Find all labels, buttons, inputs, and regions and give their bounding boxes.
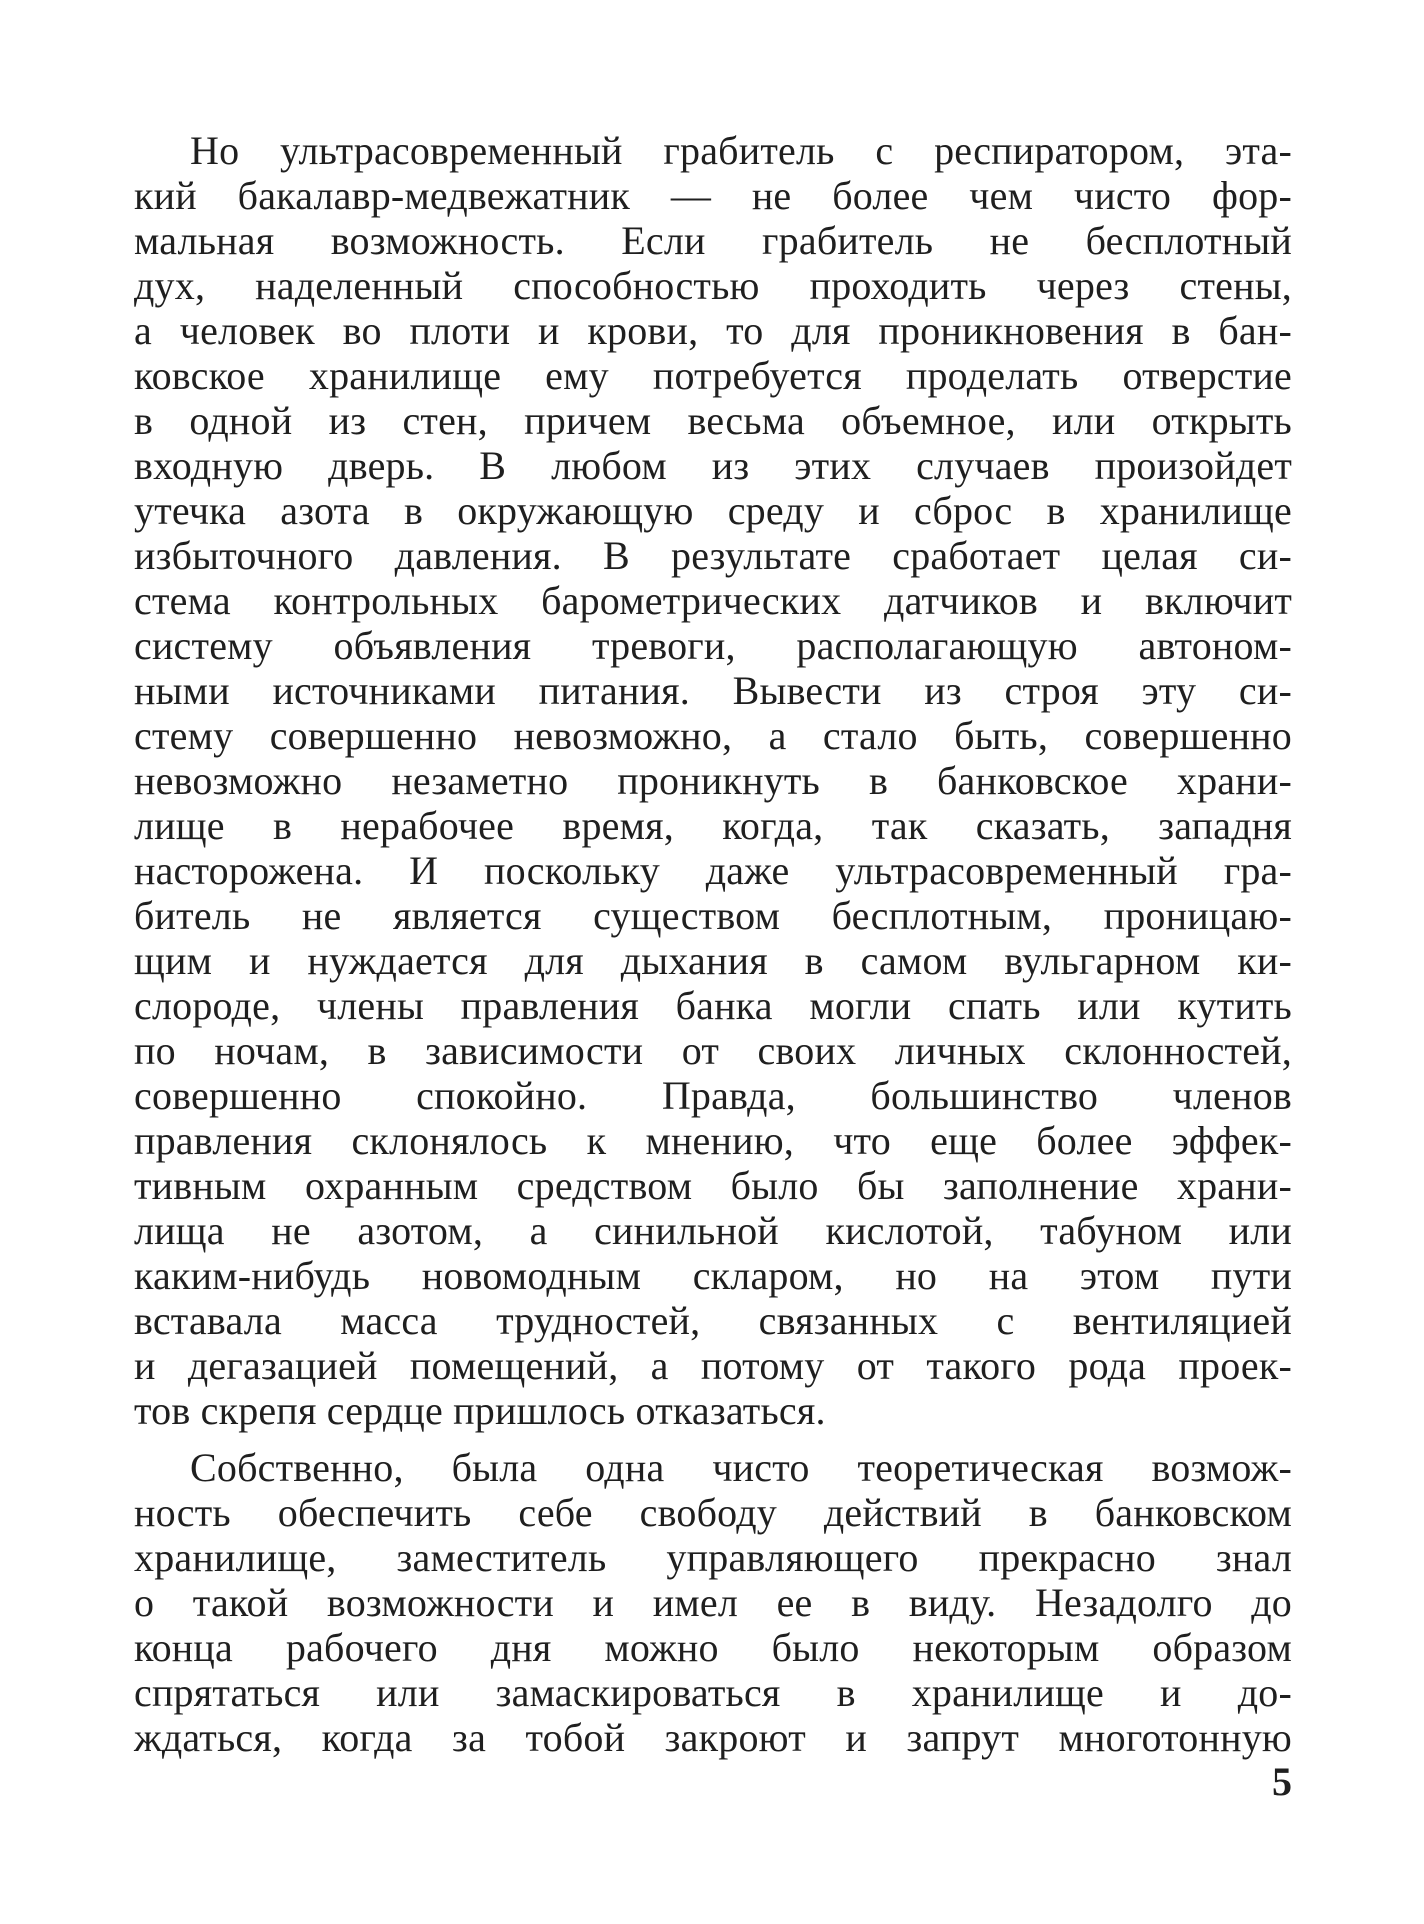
text-line: правления склонялось к мнению, что еще более эффек- — [134, 1118, 1292, 1163]
text-line: битель не является существом бесплотным, проницаю- — [134, 893, 1292, 938]
page-number: 5 — [1272, 1759, 1292, 1804]
text-line: входную дверь. В любом из этих случаев произойдет — [134, 443, 1292, 488]
text-line: стему совершенно невозможно, а стало быть, совершенно — [134, 713, 1292, 758]
text-line: щим и нуждается для дыхания в самом вульгарном ки- — [134, 938, 1292, 983]
text-line: утечка азота в окружающую среду и сброс в хранилище — [134, 488, 1292, 533]
text-line: слороде, члены правления банка могли спать или кутить — [134, 983, 1292, 1028]
text-line: совершенно спокойно. Правда, большинство членов — [134, 1073, 1292, 1118]
text-line: ждаться, когда за тобой закроют и запрут многотонную — [134, 1715, 1292, 1760]
text-line: невозможно незаметно проникнуть в банковское храни- — [134, 758, 1292, 803]
text-line: кий бакалавр-медвежатник — не более чем чисто фор- — [134, 173, 1292, 218]
text-line: Собственно, была одна чисто теоретическая возмож- — [190, 1445, 1292, 1490]
text-line: вставала масса трудностей, связанных с вентиляцией — [134, 1298, 1292, 1343]
text-line: стема контрольных барометрических датчиков и включит — [134, 578, 1292, 623]
text-line: тивным охранным средством было бы заполнение храни- — [134, 1163, 1292, 1208]
text-line: лища не азотом, а синильной кислотой, табуном или — [134, 1208, 1292, 1253]
text-line: мальная возможность. Если грабитель не бесплотный — [134, 218, 1292, 263]
text-line: в одной из стен, причем весьма объемное, или открыть — [134, 398, 1292, 443]
paragraph-2 — [134, 1445, 1292, 1760]
text-line: каким-нибудь новомодным скларом, но на этом пути — [134, 1253, 1292, 1298]
text-line: спрятаться или замаскироваться в хранилище и до- — [134, 1670, 1292, 1715]
text-line: избыточного давления. В результате сработает целая си- — [134, 533, 1292, 578]
paragraph-gap — [134, 1433, 1292, 1445]
text-line: о такой возможности и имел ее в виду. Незадолго до — [134, 1580, 1292, 1625]
text-line: а человек во плоти и крови, то для проникновения в бан- — [134, 308, 1292, 353]
text-line: дух, наделенный способностью проходить через стены, — [134, 263, 1292, 308]
text-line: и дегазацией помещений, а потому от такого рода проек- — [134, 1343, 1292, 1388]
text-line: Но ультрасовременный грабитель с респиратором, эта- — [190, 128, 1292, 173]
text-line: ными источниками питания. Вывести из строя эту си- — [134, 668, 1292, 713]
text-line: конца рабочего дня можно было некоторым образом — [134, 1625, 1292, 1670]
text-line: насторожена. И поскольку даже ультрасовременный гра- — [134, 848, 1292, 893]
text-line: лище в нерабочее время, когда, так сказать, западня — [134, 803, 1292, 848]
text-line: систему объявления тревоги, располагающую автоном- — [134, 623, 1292, 668]
text-line: ковское хранилище ему потребуется проделать отверстие — [134, 353, 1292, 398]
paragraph-1 — [134, 128, 1292, 1433]
text-line: ность обеспечить себе свободу действий в банковском — [134, 1490, 1292, 1535]
text-line: тов скрепя сердце пришлось отказаться. — [134, 1388, 826, 1433]
text-line: хранилище, заместитель управляющего прекрасно знал — [134, 1535, 1292, 1580]
text-line: по ночам, в зависимости от своих личных склонностей, — [134, 1028, 1292, 1073]
body-text — [134, 128, 1292, 1760]
